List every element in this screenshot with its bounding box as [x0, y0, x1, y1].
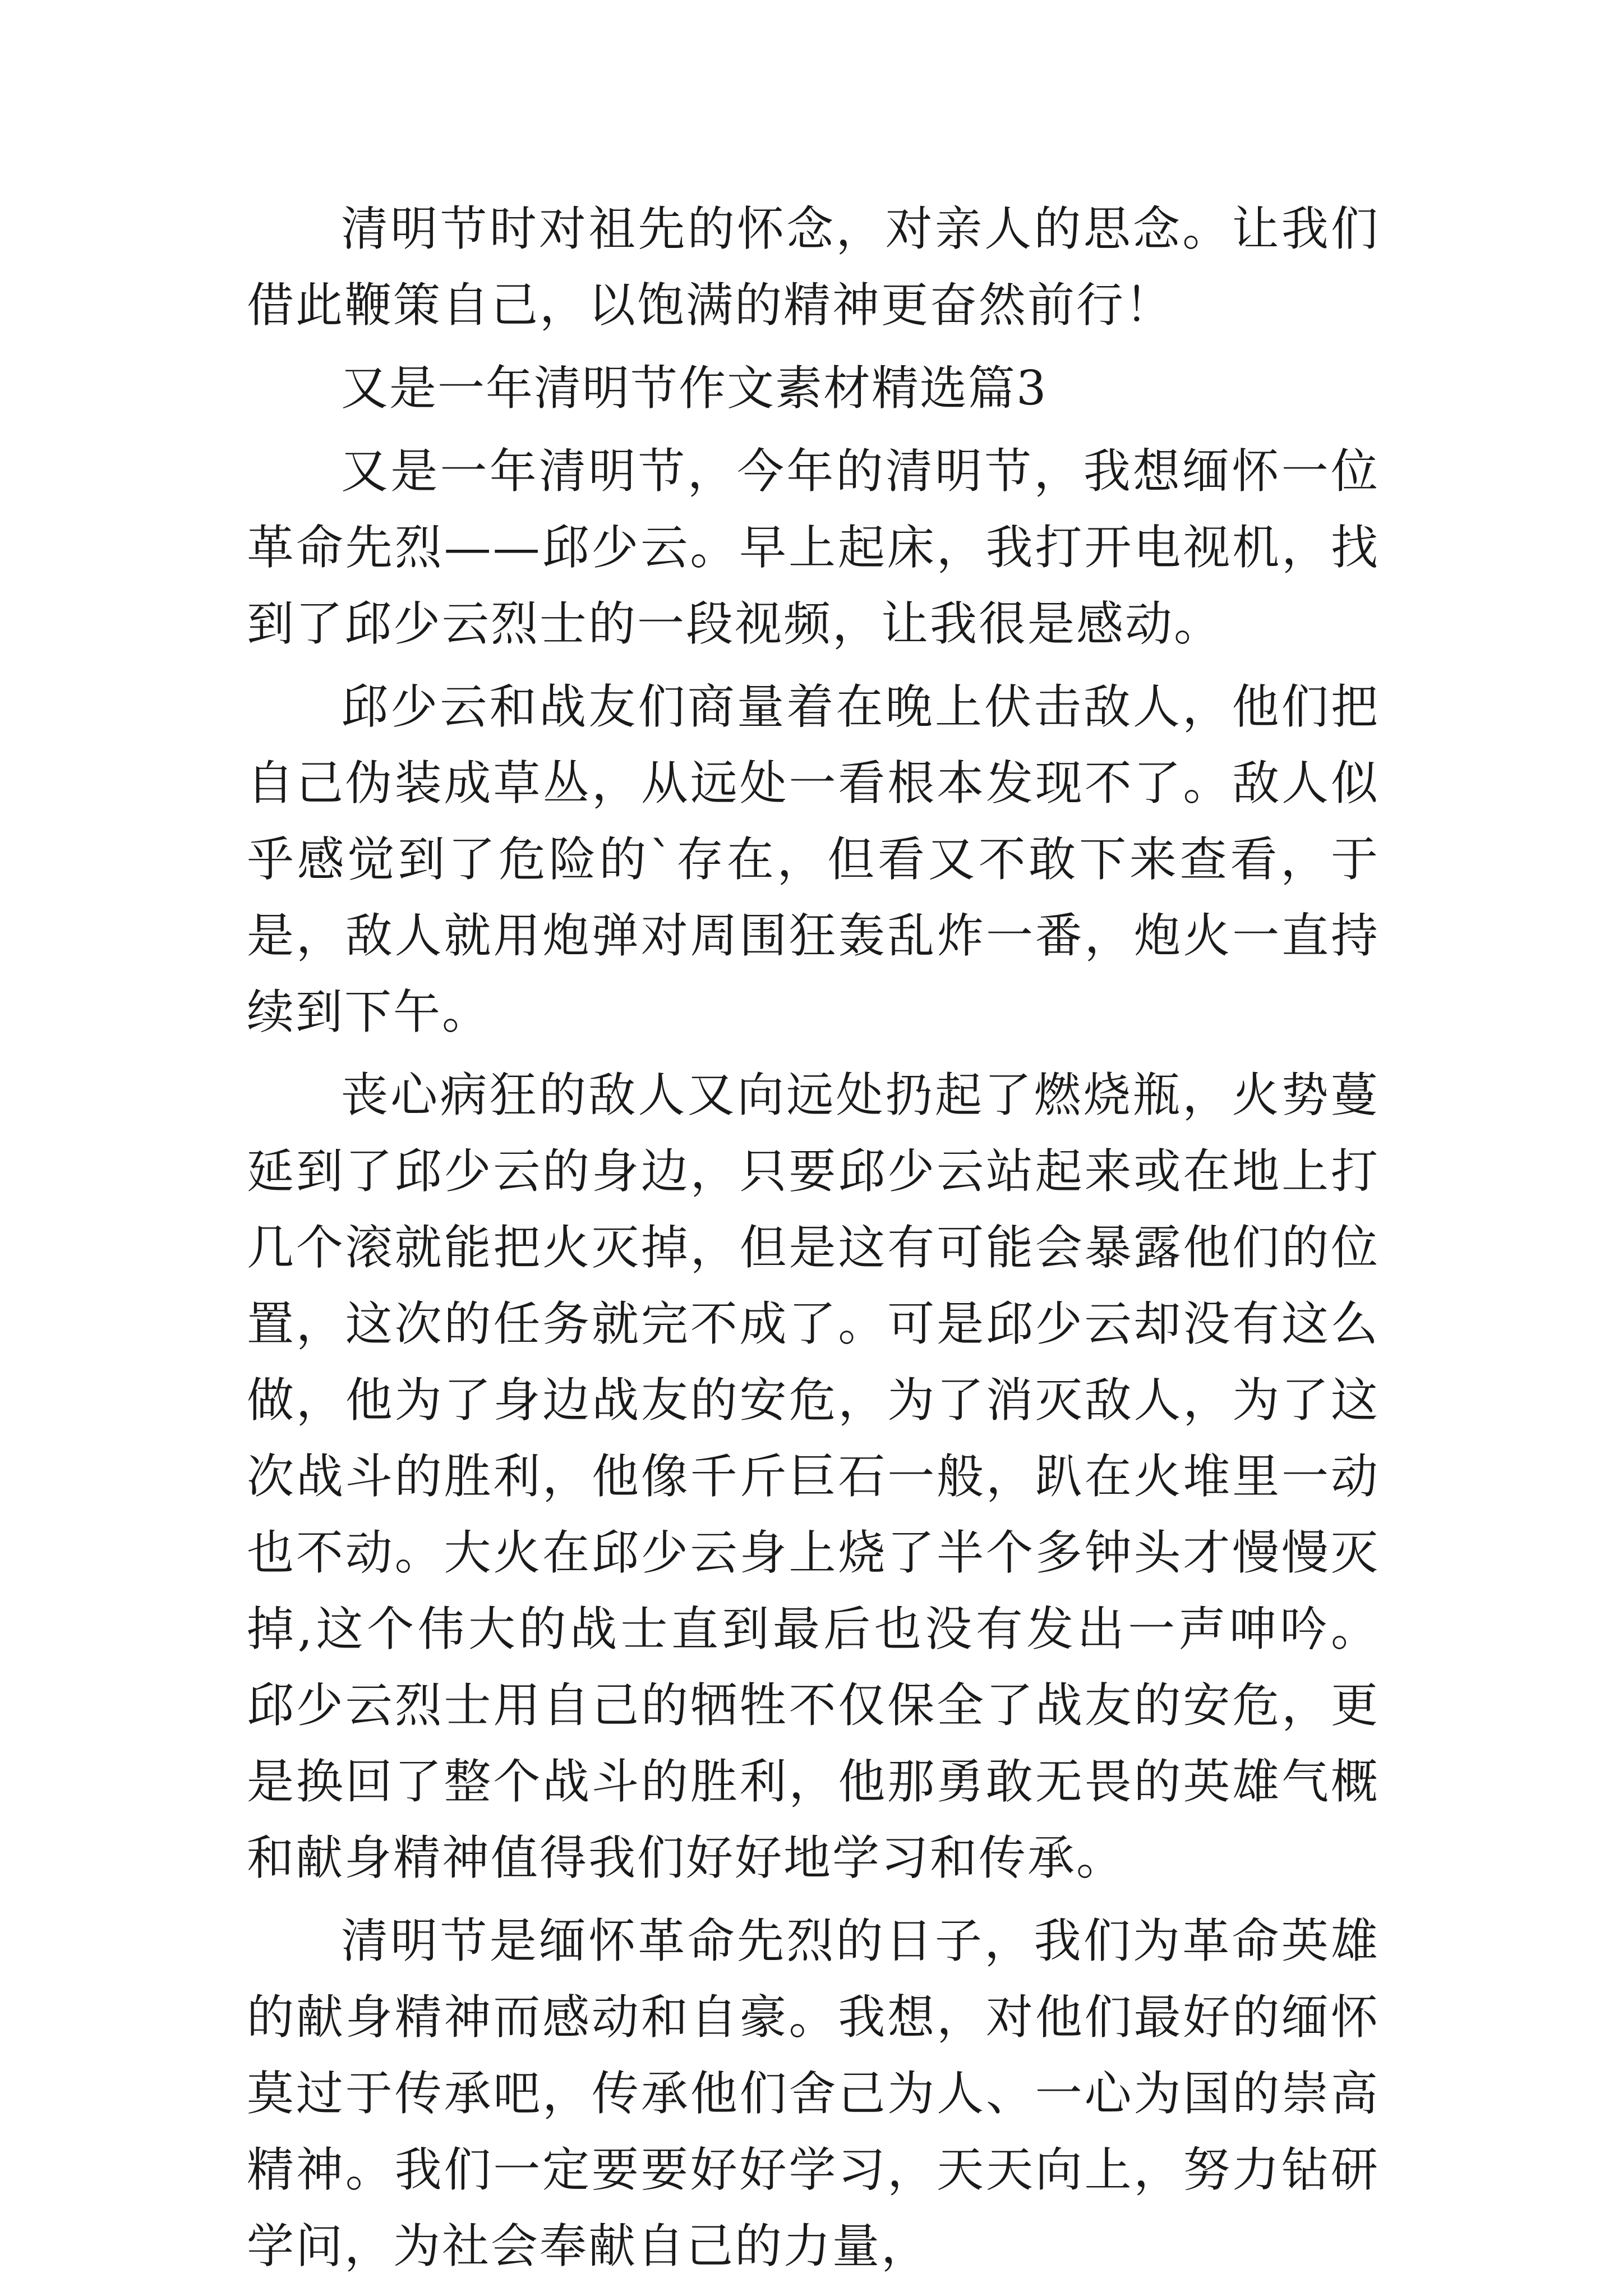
paragraph-4: 丧心病狂的敌人又向远处扔起了燃烧瓶，火势蔓延到了邱少云的身边，只要邱少云站起来或在地上打几个滚就能把火灭掉，但是这有可能会暴露他们的位置，这次的任务就完不成了。可是邱少云却没有这么做，他为了身边战友的安危，为了消灭敌人，为了这次战斗的胜利，他像千斤巨石一般，趴在火堆里一动也不动。大火在邱少云身上烧了半个多钟头才慢慢灭掉,这个伟大的战士直到最后也没有发出一声呻吟。邱少云烈士用自己的牺牲不仅保全了战友的安危，更是换回了整个战斗的胜利，他那勇敢无畏的英雄气概和献身精神值得我们好好地学习和传承。 — [247, 1068, 1380, 1885]
document-body — [247, 191, 1380, 2291]
paragraph-3: 邱少云和战友们商量着在晚上伏击敌人，他们把自己伪装成草丛，从远处一看根本发现不了。敌人似乎感觉到了危险的`存在，但看又不敢下来查看，于是，敌人就用炮弹对周围狂轰乱炸一番，炮火一直持续到下午。 — [247, 679, 1380, 1039]
section-heading: 又是一年清明节作文素材精选篇3 — [341, 361, 1048, 416]
paragraph-1: 清明节时对祖先的怀念，对亲人的思念。让我们借此鞭策自己，以饱满的精神更奋然前行！ — [247, 201, 1380, 333]
paragraph-5: 清明节是缅怀革命先烈的日子，我们为革命英雄的献身精神而感动和自豪。我想，对他们最好的缅怀莫过于传承吧，传承他们舍己为人、一心为国的崇高精神。我们一定要要好好学习，天天向上，努力钻研学问，为社会奉献自己的力量， — [247, 1913, 1380, 2274]
paragraph-2: 又是一年清明节，今年的清明节，我想缅怀一位革命先烈——邱少云。早上起床，我打开电视机，找到了邱少云烈士的一段视频，让我很是感动。 — [247, 444, 1380, 651]
